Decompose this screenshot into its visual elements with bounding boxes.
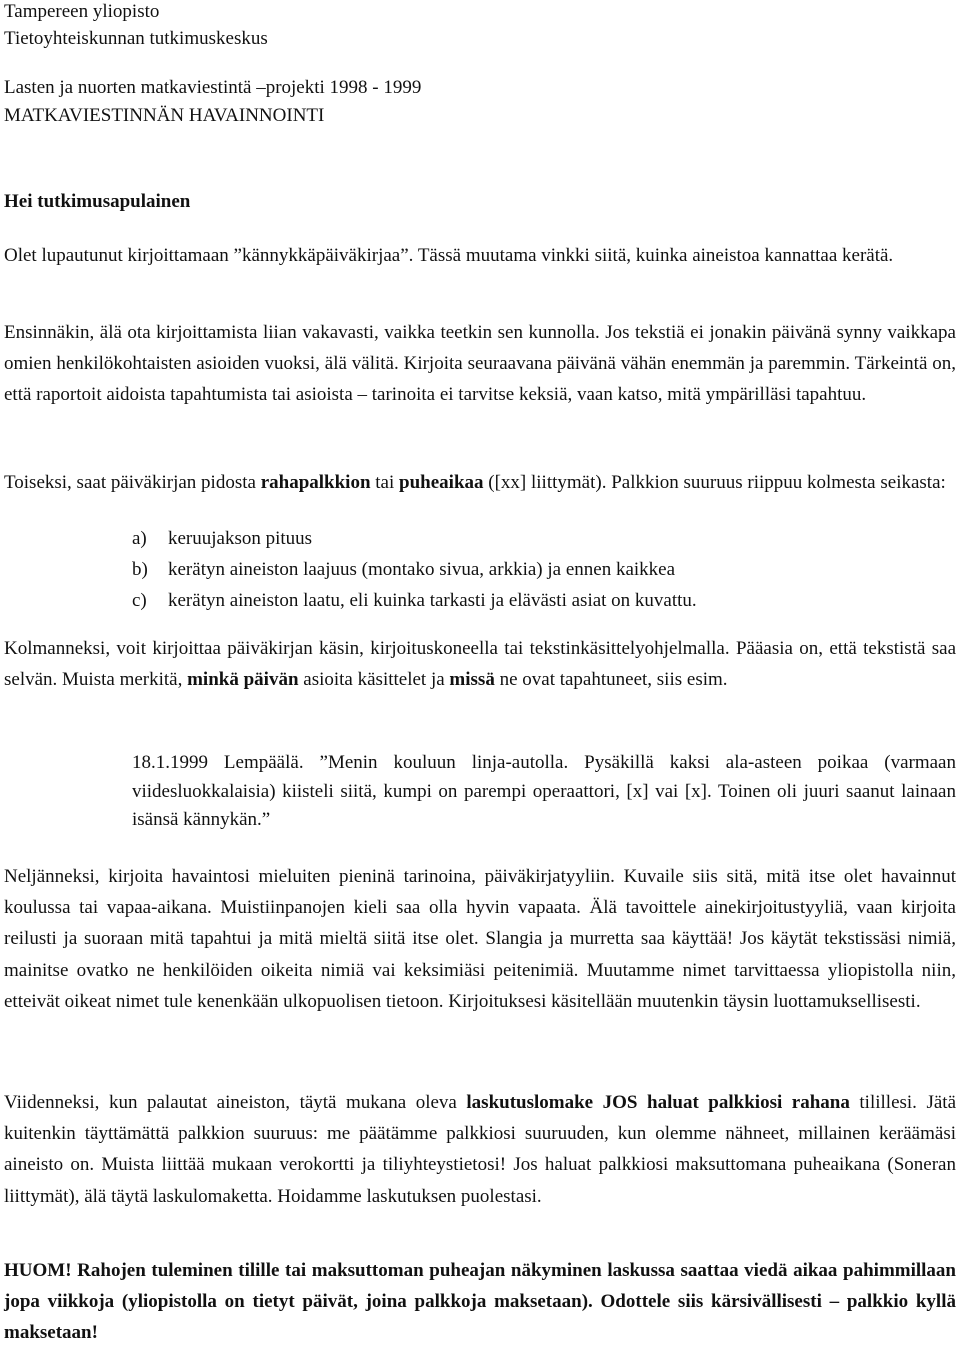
reward-airtime-term: puheaikaa (399, 472, 484, 493)
paragraph-fourth: Neljänneksi, kirjoita havaintosi mieluiten pieninä tarinoina, päiväkirjatyyliin. Kuvaile siis sitä, mitä itse olet havainnut koulussa tai vapaa-aikana. Muistiinpanojen kieli saa olla hyvin vapaata. Älä tavoittele ainekirjoitustyyliä, vaan kirjoita reilusti ja suoraan mitä tapahtui ja mitä mieltä siitä itse olet. Slangia ja murretta saa käyttää! Jos käytät tekstissäsi nimiä, mainitse ovatko ne henkilöiden oikeita nimiä vai keksimiäsi peitenimiä. Muutamme nimet tarvittaessa yliopistolla niin, etteivät oikeat nimet tule kenenkään ulkopuolisen tietoon. Kirjoituksesi käsitellään muutenkin täysin luottamuksellisesti. (4, 866, 956, 1012)
intro-paragraph: Olet lupautunut kirjoittamaan ”kännykkäpäiväkirjaa”. Tässä muutama vinkki siitä, kuinka aineistoa kannattaa kerätä. (4, 245, 894, 266)
university-name: Tampereen yliopisto (4, 1, 160, 22)
reward-money-term: rahapalkkion (260, 472, 371, 493)
greeting-heading: Hei tutkimusapulainen (4, 191, 191, 212)
list-item: c) kerätyn aineiston laatu, eli kuinka tarkasti ja elävästi asiat on kuvattu. (132, 590, 697, 612)
paragraph-third: Kolmanneksi, voit kirjoittaa päiväkirjan käsin, kirjoituskoneella tai tekstinkäsittelyohjelmalla. Pääasia on, että tekstistä saa selvän. Muista merkitä, minkä päivän asioita käsittelet ja missä ne ovat tapahtuneet, siis esim. (4, 638, 956, 691)
document-title: MATKAVIESTINNÄN HAVAINNOINTI (4, 105, 325, 126)
note-paragraph: HUOM! Rahojen tuleminen tilille tai maksuttoman puheajan näkyminen laskussa saattaa viedä aikaa pahimmillaan jopa viikkoja (yliopistolla on tietyt päivät, joina palkkoja maksetaan). Odottele siis kärsivällisesti – palkkio kyllä maksetaan! (4, 1260, 956, 1344)
invoice-form-term: laskutuslomake JOS haluat palkkiosi rahana (466, 1092, 850, 1113)
paragraph-second: Toiseksi, saat päiväkirjan pidosta rahapalkkion tai puheaikaa ([xx] liittymät). Palkkion suuruus riippuu kolmesta seikasta: (4, 472, 946, 493)
list-item: b) kerätyn aineiston laajuus (montako sivua, arkkia) ja ennen kaikkea (132, 559, 676, 581)
where-term: missä (449, 669, 495, 691)
reward-criteria-list (132, 523, 697, 617)
paragraph-fifth: Viidenneksi, kun palautat aineiston, täytä mukana oleva laskutuslomake JOS haluat palkkiosi rahana tilillesi. Jätä kuitenkin täyttämättä palkkion suuruus: me päätämme palkkiosi suuruuden, kun olemme nähneet, millainen keräämäsi aineisto on. Muista liittää mukaan verokortti ja tiliyhteystietosi! Jos haluat palkkiosi maksuttomana puheaikana (Soneran liittymät), älä täytä laskulomaketta. Hoidamme laskutuksen puolestasi. (4, 1092, 957, 1207)
list-item: a) keruujakson pituus (132, 528, 313, 549)
project-line: Lasten ja nuorten matkaviestintä –projekti 1998 - 1999 (4, 77, 422, 98)
institute-name: Tietoyhteiskunnan tutkimuskeskus (4, 28, 268, 49)
which-day-term: minkä päivän (187, 669, 299, 691)
paragraph-first: Ensinnäkin, älä ota kirjoittamista liian vakavasti, vaikka teetkin sen kunnolla. Jos tekstiä ei jonakin päivänä synny vaikkapa omien henkilökohtaisten asioiden vuoksi, älä välitä. Kirjoita seuraavana päivänä vähän enemmän ja paremmin. Tärkeintä on, että raportoit aidoista tapahtumista tai asioista – tarinoita ei tarvitse keksiä, vaan katso, mitä ympärilläsi tapahtuu. (4, 322, 956, 406)
diary-example: 18.1.1999 Lempäälä. ”Menin kouluun linja-autolla. Pysäkillä kaksi ala-asteen poikaa (varmaan viidesluokkalaisia) kiisteli siitä, kumpi on parempi operaattori, [x] vai [x]. Toinen oli juuri saanut lainaan isänsä kännykän.” (132, 752, 956, 830)
